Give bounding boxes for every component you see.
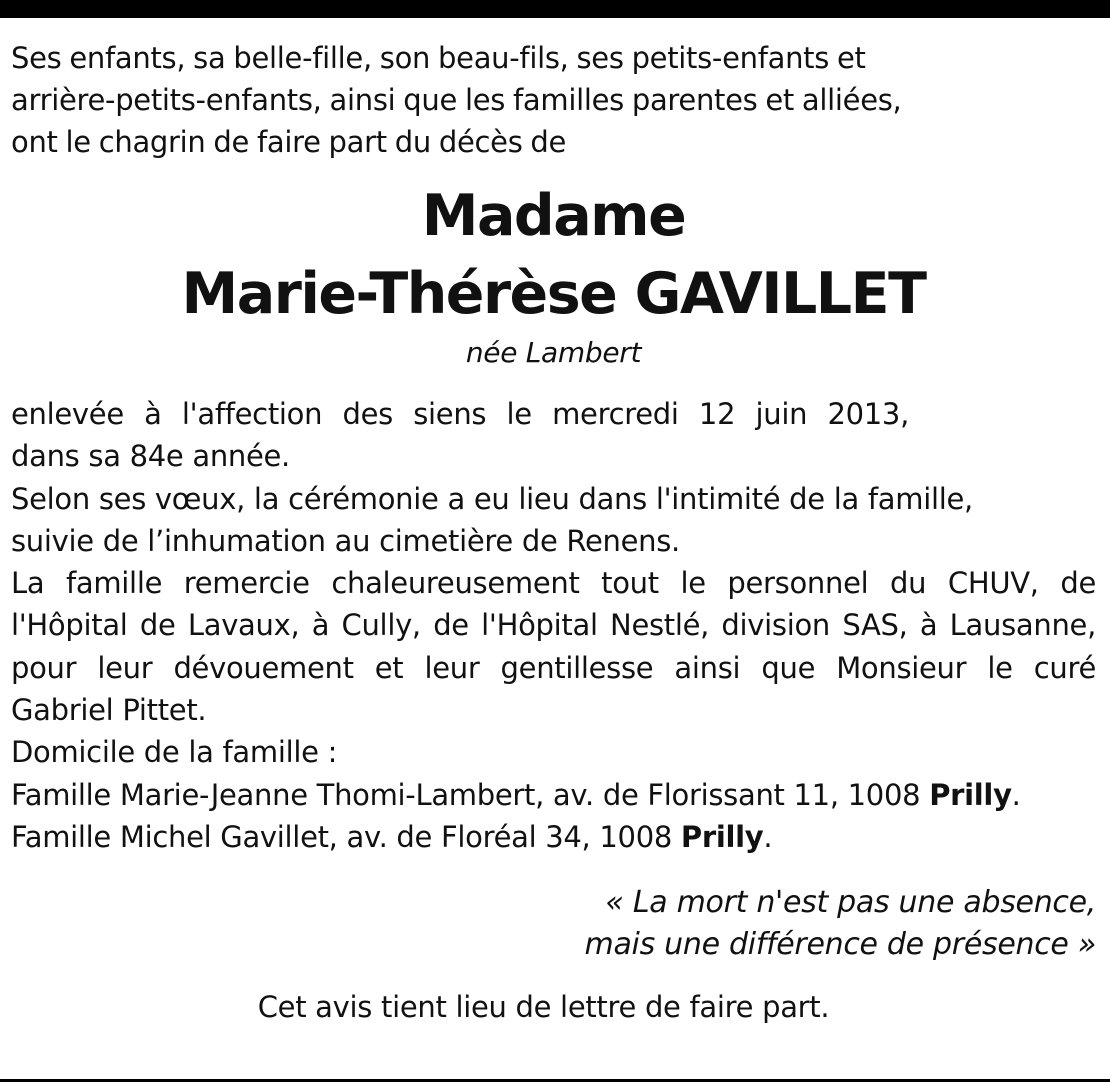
quote-line: mais une différence de présence » <box>584 927 1096 963</box>
body-line-text: enlevée à l'affection des siens le mercredi 12 juin 2013, <box>11 397 909 431</box>
quote-line: « La mort n'est pas une absence, <box>605 885 1096 921</box>
address-line <box>11 774 1096 816</box>
body-line <box>11 393 1096 435</box>
address-text: Famille Michel Gavillet, av. de Floréal 34, 1008 <box>11 819 672 854</box>
address-end: . <box>1011 777 1021 812</box>
top-rule <box>0 0 1110 18</box>
deceased-name: Marie-Thérèse GAVILLET <box>181 261 926 327</box>
intro-line: arrière-petits-enfants, ainsi que les familles parentes et alliées, <box>11 83 902 117</box>
address-text: Famille Marie-Jeanne Thomi-Lambert, av. de Florissant 11, 1008 <box>11 777 921 812</box>
body-line: pour leur dévouement et leur gentillesse ainsi que Monsieur le curé <box>11 650 1096 685</box>
body-line: Domicile de la famille : <box>11 735 338 770</box>
deceased-name-block <box>11 177 1096 333</box>
address-line <box>11 816 1096 858</box>
address-city: Prilly <box>929 777 1012 812</box>
body-line: Selon ses vœux, la cérémonie a eu lieu dans l'intimité de la famille, <box>11 481 973 516</box>
maiden-name: née Lambert <box>465 336 642 369</box>
address-city: Prilly <box>680 819 764 854</box>
obituary-notice <box>11 37 1096 1028</box>
address-end: . <box>763 819 773 854</box>
bottom-rule <box>0 1079 1110 1082</box>
intro-line: ont le chagrin de faire part du décès de <box>11 125 567 159</box>
body-line: Gabriel Pittet. <box>11 693 207 728</box>
body-paragraph <box>11 393 1096 858</box>
closing-note: Cet avis tient lieu de lettre de faire part. <box>257 990 830 1025</box>
body-line: La famille remercie chaleureusement tout le personnel du CHUV, de <box>11 566 1096 601</box>
body-line: l'Hôpital de Lavaux, à Cully, de l'Hôpital Nestlé, division SAS, à Lausanne, <box>11 608 1096 643</box>
deceased-title: Madame <box>421 183 686 249</box>
body-line: dans sa 84e année. <box>11 439 290 474</box>
body-line: suivie de l’inhumation au cimetière de Renens. <box>11 523 680 558</box>
intro-line: Ses enfants, sa belle-fille, son beau-fils, ses petits-enfants et <box>11 41 866 75</box>
intro-paragraph <box>11 37 1096 163</box>
quote <box>11 882 1096 966</box>
